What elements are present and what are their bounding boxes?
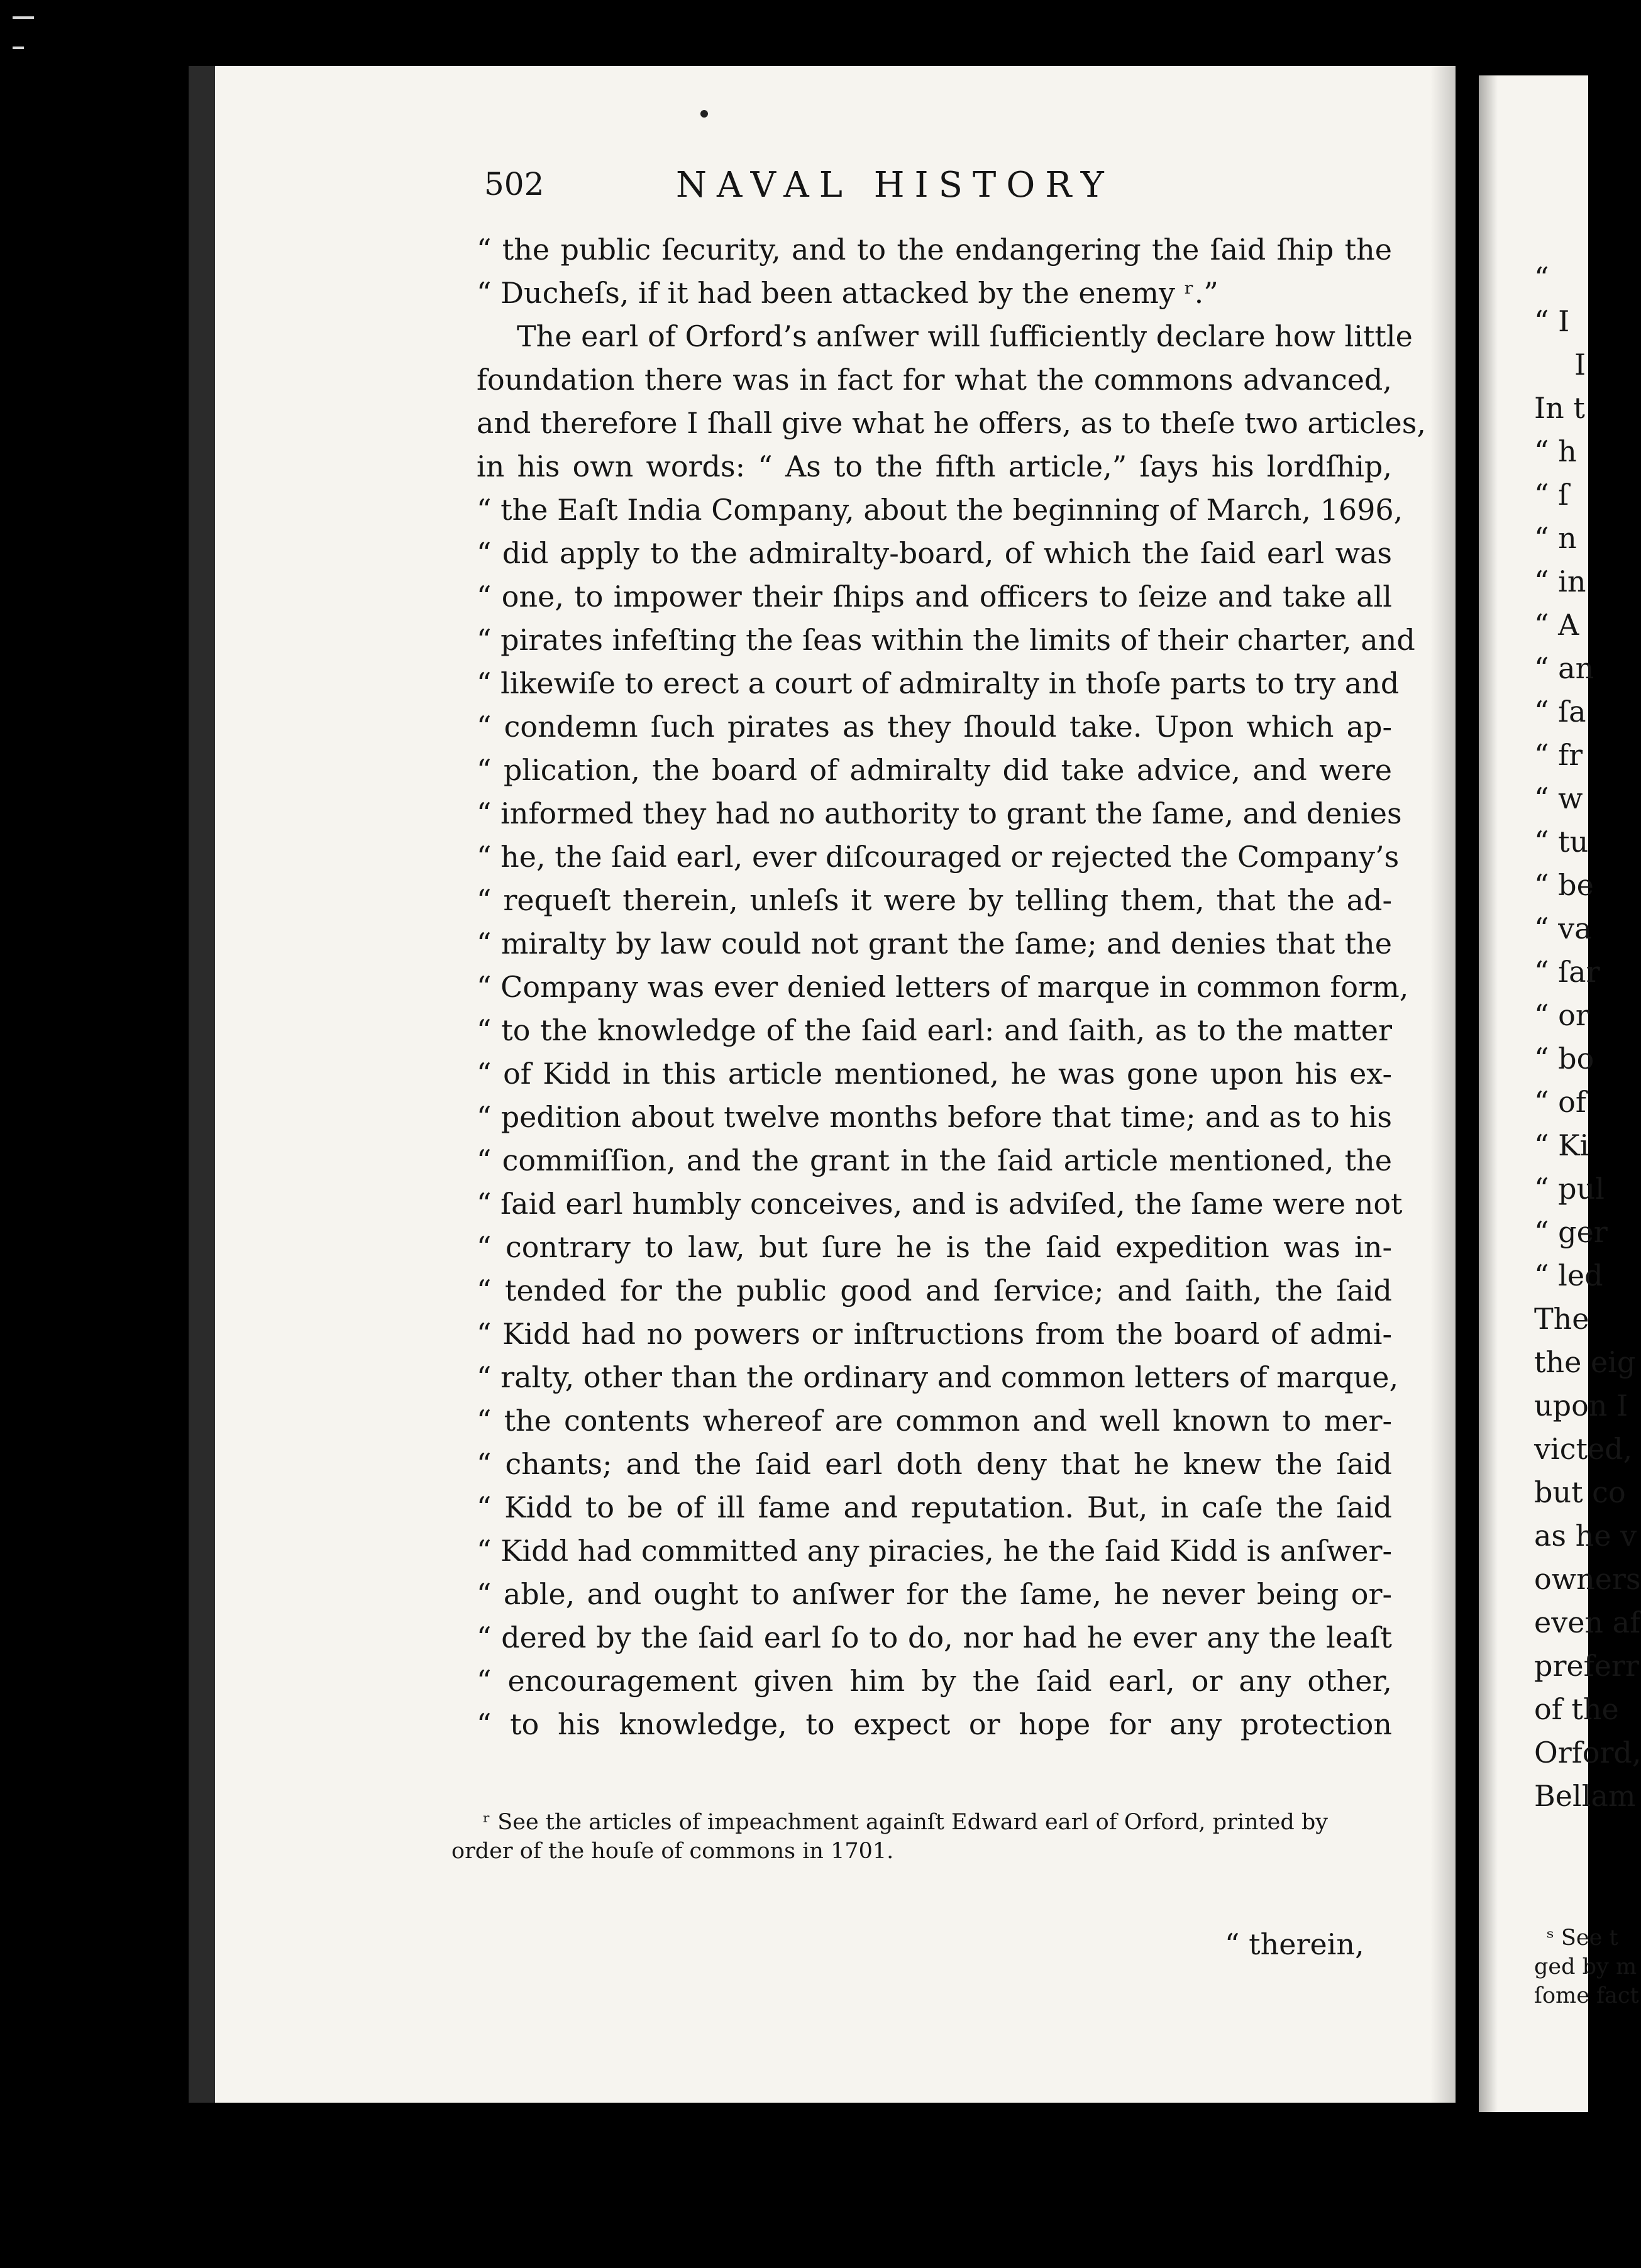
facing-page <box>1479 75 1641 2112</box>
facing-line: “ Ki <box>1534 1128 1589 1162</box>
facing-line: “ ſ <box>1534 478 1569 512</box>
text-line: “ pirates infeſting the ſeas within the limits of their charter, and <box>477 623 1415 657</box>
facing-line: victed, <box>1534 1432 1633 1466</box>
left-margin-strip <box>0 0 189 2268</box>
text-line: The earl of Orford’s anſwer will ſufficiently declare how little <box>517 319 1413 353</box>
facing-page-text <box>1534 256 1641 1818</box>
text-line: “ condemn ſuch pirates as they ſhould take. Upon which ap- <box>477 710 1392 744</box>
facing-line: “ of <box>1534 1085 1586 1119</box>
text-line: “ informed they had no authority to grant the ſame, and denies <box>477 796 1402 830</box>
facing-line: “ w <box>1534 781 1583 815</box>
facing-footnote-line: ˢ See t <box>1547 1925 1618 1951</box>
facing-line: “ or <box>1534 998 1589 1032</box>
facing-line: but co <box>1534 1475 1626 1509</box>
text-line: “ requeſt therein, unleſs it were by telling them, that the ad- <box>477 883 1392 917</box>
text-line: “ Kidd to be of ill fame and reputation. But, in caſe the ſaid <box>477 1490 1392 1524</box>
text-line: “ the Eaſt India Company, about the beginning of March, 1696, <box>477 493 1403 527</box>
footnote-line: order of the houſe of commons in 1701. <box>451 1839 894 1864</box>
text-line: “ tended for the public good and ſervice; and ſaith, the ſaid <box>477 1274 1392 1307</box>
facing-line: The <box>1534 1302 1589 1336</box>
facing-line: upon I <box>1534 1389 1628 1423</box>
facing-line: “ pul <box>1534 1172 1605 1206</box>
text-line: “ miralty by law could not grant the ſame; and denies that the <box>477 927 1392 961</box>
facing-line: “ ger <box>1534 1215 1608 1249</box>
facing-line: “ I <box>1534 304 1570 338</box>
text-line: “ contrary to law, but ſure he is the ſaid expedition was in- <box>477 1230 1392 1264</box>
text-line: “ did apply to the admiralty-board, of which the ſaid earl was <box>477 536 1392 570</box>
facing-line: owners <box>1534 1562 1641 1596</box>
text-line: “ able, and ought to anſwer for the ſame, he never being or- <box>477 1577 1392 1611</box>
facing-line: “ ſar <box>1534 955 1600 989</box>
page-number: 502 <box>484 166 544 202</box>
facing-line: “ an <box>1534 651 1594 685</box>
facing-line: “ va <box>1534 911 1592 945</box>
text-line: “ plication, the board of admiralty did take advice, and were <box>477 753 1392 787</box>
text-line: “ dered by the ſaid earl ſo to do, nor had he ever any the leaſt <box>477 1621 1392 1654</box>
facing-line: “ A <box>1534 608 1579 642</box>
facing-line: “ fr <box>1534 738 1583 772</box>
footnote-line: ʳ See the articles of impeachment againſt Edward earl of Orford, printed by <box>483 1810 1329 1835</box>
text-line: “ chants; and the ſaid earl doth deny that he knew the ſaid <box>477 1447 1392 1481</box>
text-line: foundation there was in fact for what the commons advanced, <box>477 363 1392 397</box>
running-head: NAVAL HISTORY <box>676 165 1114 206</box>
text-line: “ likewiſe to erect a court of admiralty in thoſe parts to try and <box>477 666 1400 700</box>
facing-line: “ <box>1534 261 1549 295</box>
text-line: “ the public ſecurity, and to the endangering the ſaid ſhip the <box>477 233 1392 267</box>
facing-line: “ ſa <box>1534 695 1586 729</box>
text-line: “ to the knowledge of the ſaid earl: and ſaith, as to the matter <box>477 1013 1392 1047</box>
facing-line: even af <box>1534 1605 1641 1639</box>
text-line: “ encouragement given him by the ſaid earl, or any other, <box>477 1664 1392 1698</box>
page-dot <box>700 110 708 118</box>
text-line: “ Company was ever denied letters of marque in common form, <box>477 970 1409 1004</box>
text-line: “ he, the ſaid earl, ever diſcouraged or rejected the Company’s <box>477 840 1400 874</box>
catchword: “ therein, <box>1225 1927 1364 1961</box>
facing-line: I <box>1574 348 1586 382</box>
facing-line: preferr <box>1534 1649 1639 1683</box>
facing-line: “ led <box>1534 1258 1603 1292</box>
facing-line: Bellam <box>1534 1779 1636 1813</box>
text-line: “ ralty, other than the ordinary and common letters of marque, <box>477 1360 1399 1394</box>
body-text <box>477 228 1426 1746</box>
text-line: and therefore I ſhall give what he offers, as to theſe two articles, <box>477 406 1426 440</box>
facing-line: of the <box>1534 1692 1619 1726</box>
text-line: in his own words: “ As to the fifth article,” ſays his lordſhip, <box>477 449 1392 483</box>
text-line: “ ſaid earl humbly conceives, and is adviſed, the ſame were not <box>477 1187 1403 1221</box>
text-line: “ pedition about twelve months before that time; and as to his <box>477 1100 1392 1134</box>
facing-line: In t <box>1534 391 1585 425</box>
facing-line: “ be <box>1534 868 1594 902</box>
text-line: “ commiſſion, and the grant in the ſaid article mentioned, the <box>477 1143 1392 1177</box>
facing-line: “ tu <box>1534 825 1589 859</box>
facing-line: Orford, <box>1534 1736 1641 1770</box>
facing-footnote <box>1534 1924 1639 2010</box>
edge-mark <box>13 47 24 49</box>
edge-mark <box>13 16 34 19</box>
facing-line: “ h <box>1534 434 1577 468</box>
text-line: “ Kidd had no powers or inſtructions from the board of admi- <box>477 1317 1392 1351</box>
text-line: “ Ducheſs, if it had been attacked by the enemy ʳ.” <box>477 276 1218 310</box>
facing-line: “ n <box>1534 521 1577 555</box>
text-line: “ to his knowledge, to expect or hope for any protection <box>477 1707 1392 1741</box>
facing-footnote-line: ged by m <box>1534 1954 1637 1979</box>
text-line: “ of Kidd in this article mentioned, he was gone upon his ex- <box>477 1057 1392 1091</box>
facing-line: as he v <box>1534 1519 1637 1553</box>
facing-line: “ in <box>1534 564 1586 598</box>
footnote <box>451 1808 1376 1866</box>
facing-line: “ bo <box>1534 1042 1594 1076</box>
text-line: “ the contents whereof are common and well known to mer- <box>477 1404 1392 1438</box>
facing-footnote-line: ſome fact <box>1534 1983 1639 2008</box>
text-line: “ one, to impower their ſhips and officers to ſeize and take all <box>477 580 1392 614</box>
text-line: “ Kidd had committed any piracies, he the ſaid Kidd is anſwer- <box>477 1534 1392 1568</box>
facing-line: the eig <box>1534 1345 1636 1379</box>
